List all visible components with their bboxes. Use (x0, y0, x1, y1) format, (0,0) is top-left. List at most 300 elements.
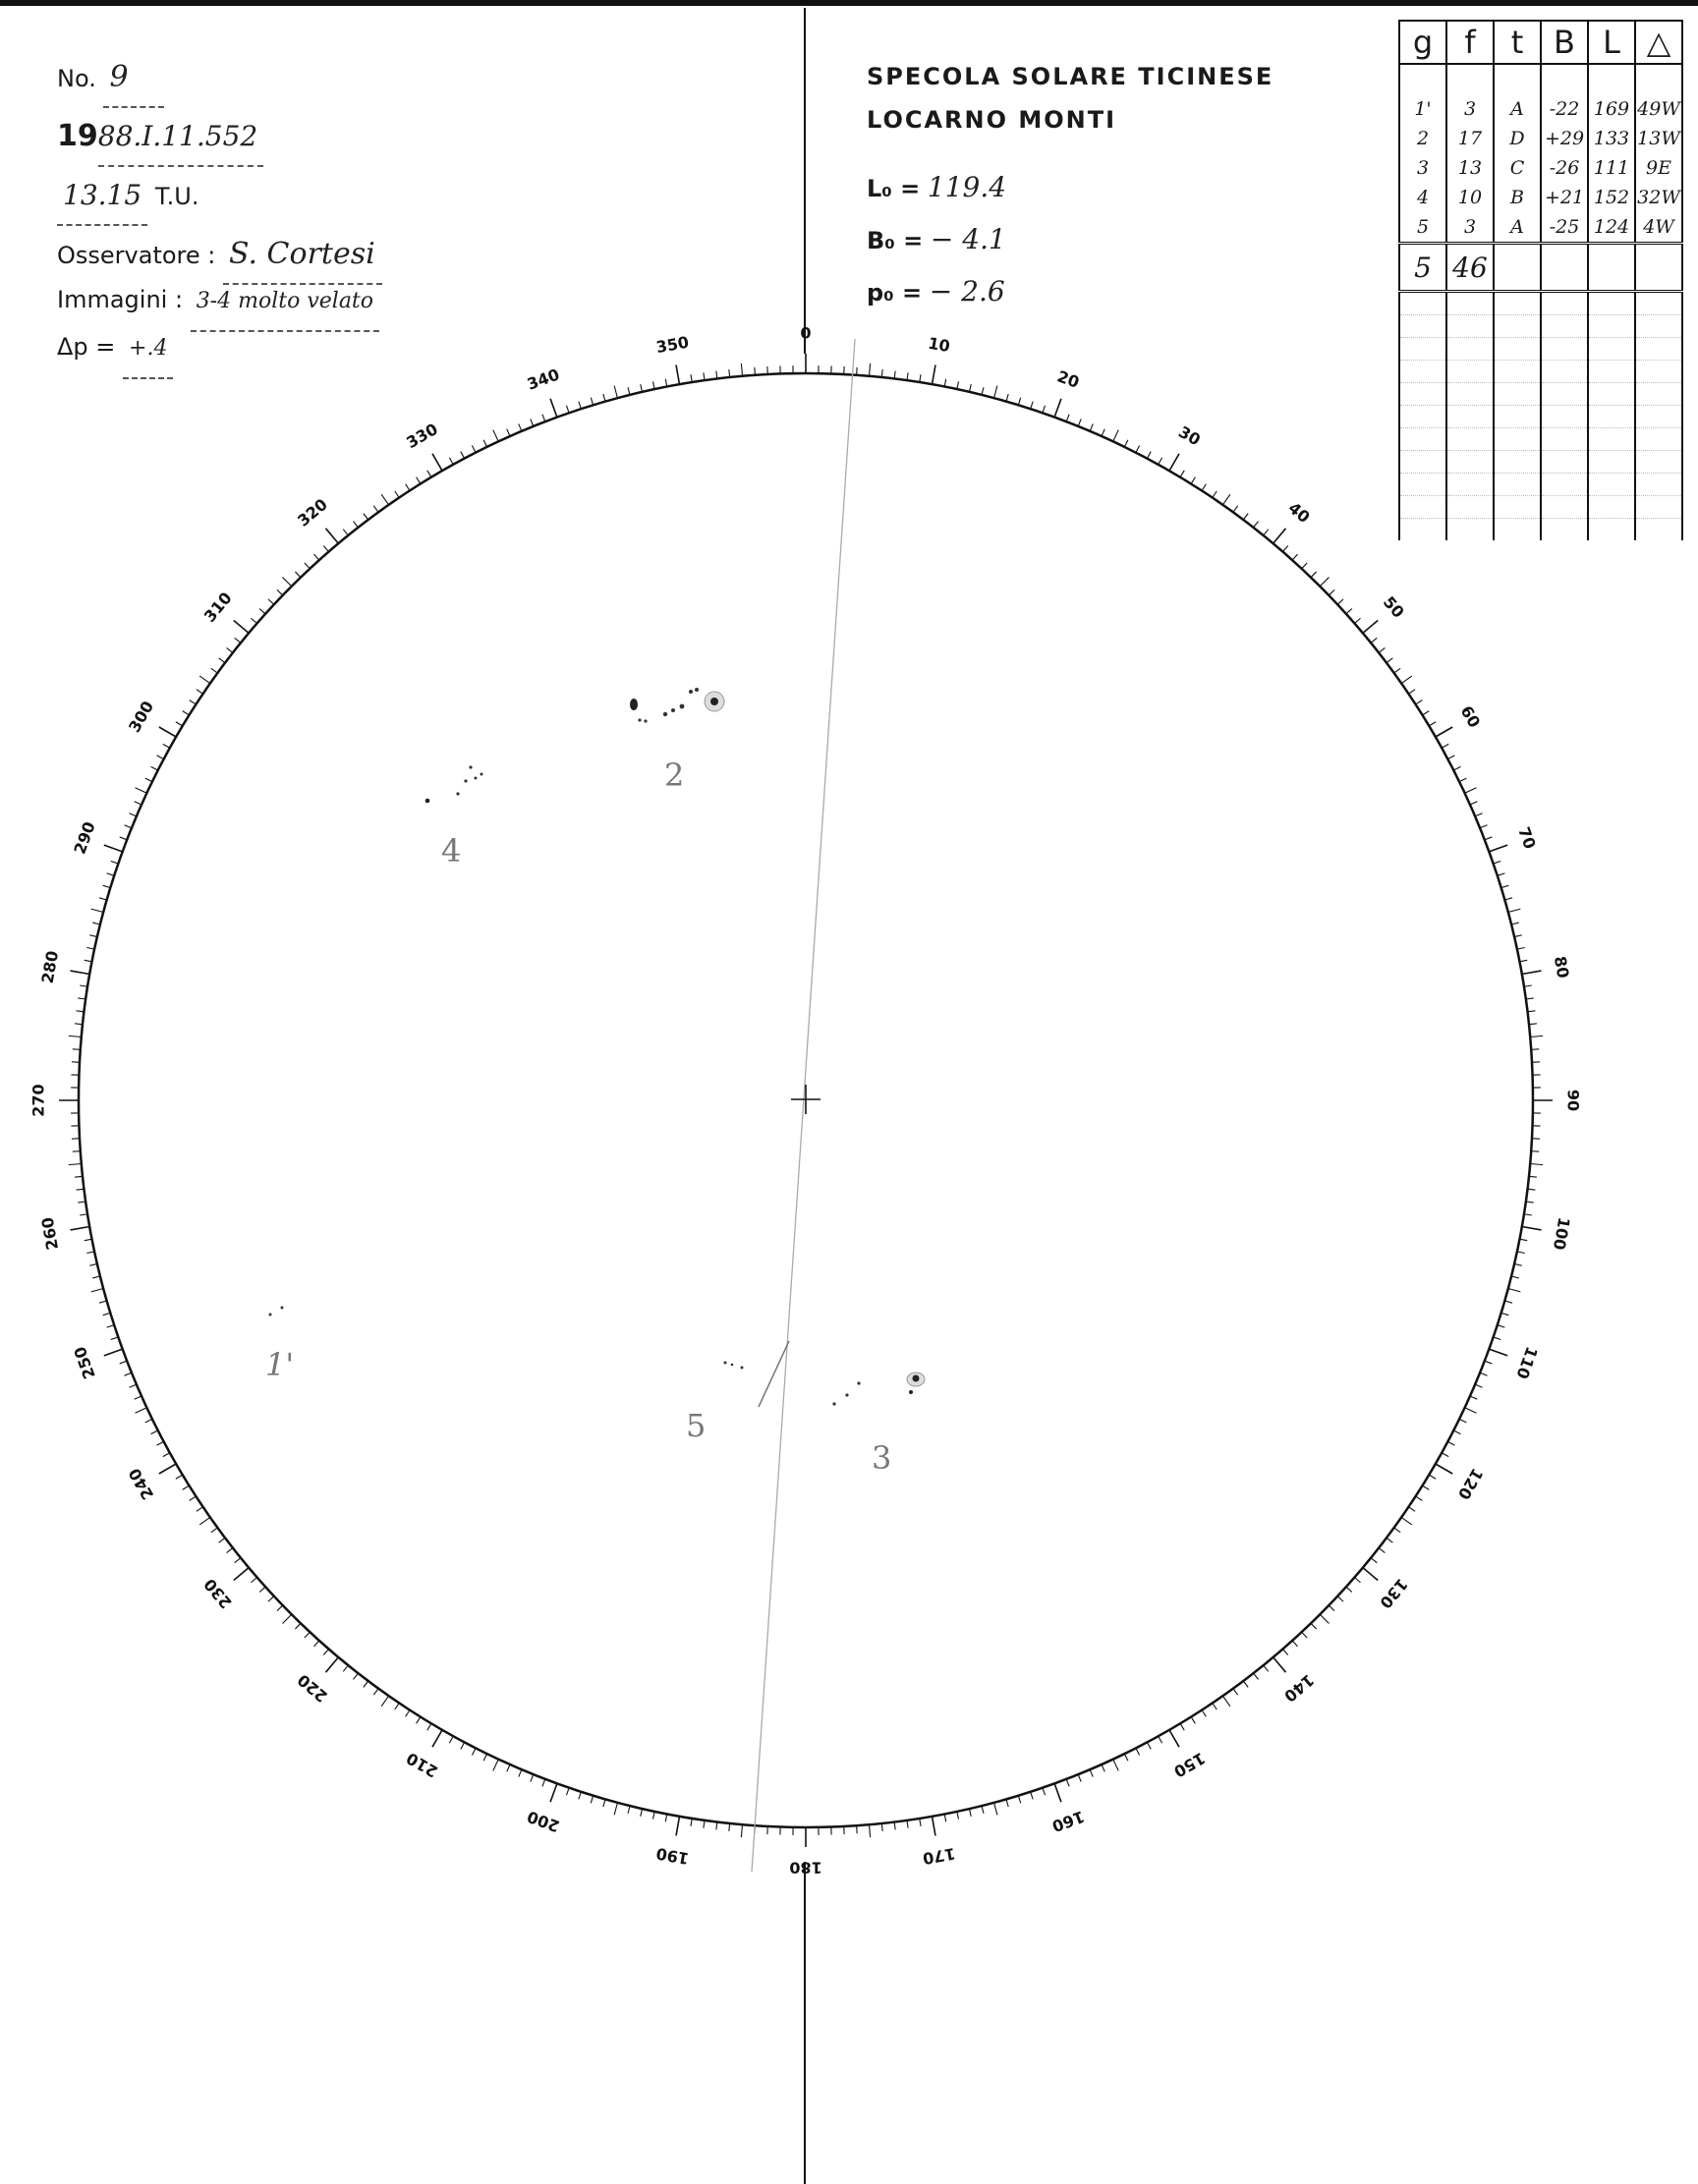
P0-value: − 2.6 (929, 275, 1005, 308)
scale-tick (104, 845, 123, 852)
cell-B: -22 (1541, 94, 1588, 124)
group-label-2: 2 (664, 756, 685, 794)
scale-tick (1292, 554, 1297, 560)
scale-tick (944, 1814, 946, 1821)
time-value: 13.15 (57, 167, 147, 226)
equator-marker-line (759, 1341, 789, 1407)
scale-tick (1423, 711, 1430, 715)
scale-tick (461, 452, 465, 459)
scale-label: 30 (1175, 421, 1204, 450)
scale-tick (1233, 1689, 1238, 1695)
scale-tick (1524, 1214, 1532, 1215)
number-value: 9 (103, 49, 164, 108)
date-value: 88.I.11.552 (98, 108, 263, 167)
scale-tick (1480, 825, 1487, 828)
scale-tick (1498, 873, 1505, 875)
scale-tick (1191, 477, 1195, 484)
scale-tick (80, 985, 87, 986)
scale-tick (1401, 676, 1412, 683)
scale-tick (104, 1349, 123, 1356)
scale-tick (432, 454, 442, 471)
scale-tick (1423, 1485, 1430, 1489)
scale-tick (628, 387, 630, 395)
scale-label: 250 (70, 1344, 99, 1382)
scale-tick (676, 365, 679, 385)
cell-f: 13 (1446, 153, 1494, 183)
scale-tick (183, 711, 190, 715)
scale-tick (92, 923, 100, 924)
scale-tick (111, 1337, 119, 1340)
scale-tick (493, 1760, 498, 1771)
scale-tick (190, 700, 197, 704)
scale-tick (755, 367, 756, 375)
scale-tick (135, 1396, 142, 1399)
scale-tick (1124, 1754, 1128, 1761)
sunspot (644, 719, 647, 722)
scale-tick (1264, 530, 1269, 535)
scale-tick (157, 756, 164, 759)
scale-tick (1311, 572, 1317, 578)
scale-tick (234, 620, 249, 633)
sunspot (663, 712, 667, 716)
scale-tick (1113, 1760, 1118, 1771)
sunspot (671, 708, 675, 712)
scale-tick (1113, 430, 1118, 442)
observatory-name: SPECOLA SOLARE TICINESE (867, 63, 1274, 90)
scale-tick (907, 1820, 908, 1828)
scale-tick (1222, 494, 1229, 505)
scale-tick (969, 1809, 971, 1817)
cell-delta: 4W (1635, 212, 1682, 244)
scale-tick (1494, 861, 1501, 864)
scale-tick (982, 1806, 984, 1814)
sunspot (695, 688, 699, 692)
scale-tick (183, 1485, 190, 1489)
scale-tick (1191, 1717, 1195, 1724)
scale-label: 220 (294, 1670, 331, 1707)
scale-tick (1320, 1614, 1329, 1623)
scale-tick (957, 1812, 959, 1820)
scale-tick (313, 554, 318, 560)
scale-tick (1202, 1710, 1206, 1717)
scale-tick (129, 813, 136, 816)
scale-tick (129, 1384, 136, 1387)
scale-tick (73, 1151, 81, 1152)
group-label-4: 4 (441, 832, 462, 869)
scale-tick (85, 1239, 92, 1241)
scale-tick (944, 379, 946, 387)
header-B: B (1541, 21, 1588, 64)
cell-f: 17 (1446, 124, 1494, 153)
scale-tick (1511, 923, 1519, 924)
scale-tick (1264, 1665, 1269, 1671)
scale-tick (1159, 1736, 1162, 1743)
scale-tick (1394, 668, 1400, 673)
scale-tick (107, 1325, 115, 1327)
scale-tick (591, 398, 593, 406)
scale-tick (1501, 1313, 1509, 1315)
scale-tick (1498, 1325, 1505, 1327)
scale-tick (283, 578, 292, 587)
scale-tick (1504, 1301, 1512, 1303)
scale-tick (406, 484, 410, 491)
scale-tick (566, 406, 569, 414)
sunspot-group-5 (724, 1362, 744, 1370)
scale-tick (676, 1817, 679, 1836)
scale-tick (1459, 778, 1466, 782)
scale-tick (1480, 1372, 1487, 1375)
scale-tick (614, 1803, 617, 1816)
scale-tick (432, 1730, 442, 1747)
scale-tick (869, 1824, 870, 1837)
scale-tick (77, 1189, 85, 1190)
scale-tick (1006, 394, 1008, 402)
scale-tick (234, 1568, 249, 1581)
scale-label: 340 (524, 364, 562, 394)
scale-tick (704, 372, 705, 380)
cell-L: 133 (1588, 124, 1635, 153)
scale-tick (197, 1507, 203, 1511)
scale-tick (1436, 727, 1452, 737)
scale-tick (406, 1710, 410, 1717)
scale-tick (1078, 1774, 1081, 1781)
scale-tick (313, 1641, 318, 1647)
scale-tick (894, 1821, 895, 1829)
scale-tick (1337, 1596, 1343, 1601)
scale-tick (1387, 1538, 1392, 1542)
scale-tick (427, 1723, 431, 1730)
scale-tick (373, 506, 378, 512)
scale-tick (531, 419, 534, 425)
scale-tick (343, 1665, 348, 1671)
scale-tick (305, 563, 310, 569)
scale-tick (91, 909, 104, 912)
sunspot (832, 1402, 835, 1405)
scale-tick (259, 608, 265, 613)
scale-tick (1429, 1475, 1436, 1479)
scale-label: 50 (1379, 592, 1408, 622)
scale-tick (1459, 1419, 1466, 1423)
scale-tick (1222, 1696, 1229, 1707)
scale-tick (1442, 744, 1448, 748)
scale-tick (159, 1464, 176, 1474)
scale-tick (151, 1430, 158, 1434)
scale-tick (483, 1754, 487, 1761)
scale-tick (579, 402, 581, 410)
scale-tick (151, 766, 158, 770)
scale-label: 120 (1453, 1465, 1487, 1503)
cell-f: 10 (1446, 183, 1494, 212)
scale-tick (103, 885, 111, 887)
scale-tick (1475, 1384, 1482, 1387)
scale-tick (1371, 1558, 1377, 1563)
scale-label: 310 (199, 588, 236, 626)
scale-tick (1508, 909, 1521, 912)
scale-tick (1354, 618, 1360, 623)
scale-tick (1254, 522, 1259, 528)
sunspot (731, 1364, 734, 1367)
scale-tick (163, 744, 170, 748)
cell-f: 3 (1446, 212, 1494, 244)
scale-tick (111, 861, 119, 864)
scale-tick (957, 381, 959, 389)
scale-tick (325, 529, 338, 543)
scale-tick (1054, 1783, 1061, 1802)
total-groups: 5 (1399, 244, 1446, 292)
scale-tick (1387, 658, 1392, 663)
scale-tick (1508, 1289, 1521, 1292)
scale-tick (1180, 471, 1184, 477)
scale-tick (1416, 1496, 1423, 1500)
scale-tick (1354, 1577, 1360, 1582)
scale-tick (71, 971, 90, 974)
scale-tick (1102, 429, 1104, 436)
scale-tick (1519, 1239, 1527, 1241)
sunspot (281, 1307, 284, 1310)
sunspot (909, 1390, 913, 1394)
scale-tick (1524, 985, 1532, 986)
scale-tick (159, 727, 176, 737)
scale-tick (1233, 506, 1238, 512)
B0-label: B₀ = (867, 227, 924, 254)
scale-tick (381, 1696, 388, 1707)
scale-tick (550, 1783, 557, 1802)
scale-tick (219, 1538, 225, 1542)
scale-label: 180 (789, 1858, 822, 1877)
scale-tick (1302, 563, 1307, 569)
scale-tick (1282, 545, 1287, 551)
scale-tick (1470, 802, 1477, 805)
scale-tick (932, 365, 934, 385)
scale-tick (1006, 1799, 1008, 1807)
scale-tick (881, 369, 882, 377)
scale-tick (103, 1313, 111, 1315)
scale-tick (483, 440, 487, 447)
cell-L: 124 (1588, 212, 1635, 244)
scale-tick (325, 1657, 338, 1672)
scale-tick (1136, 1748, 1140, 1755)
scale-tick (716, 1821, 717, 1829)
sunspot-umbra (710, 698, 718, 705)
scale-tick (1531, 1151, 1539, 1152)
scale-tick (1054, 399, 1061, 418)
scale-tick (1379, 647, 1385, 652)
observatory-location: LOCARNO MONTI (867, 106, 1117, 134)
L0-value: 119.4 (927, 171, 1007, 203)
scale-tick (1485, 837, 1492, 840)
scale-tick (550, 399, 557, 418)
scale-tick (1346, 608, 1352, 613)
sunspot-group-2 (630, 688, 724, 723)
total-spots: 46 (1446, 244, 1494, 292)
scale-tick (89, 935, 97, 937)
cell-g: 3 (1399, 153, 1446, 183)
scale-tick (283, 1614, 292, 1623)
scale-label: 60 (1456, 702, 1485, 731)
scale-tick (519, 1769, 522, 1776)
images-label: Immagini : (57, 286, 184, 313)
scale-tick (1522, 1226, 1542, 1229)
cell-L: 111 (1588, 153, 1635, 183)
cell-t: B (1494, 183, 1541, 212)
scale-tick (1489, 845, 1507, 852)
scale-tick (1453, 766, 1460, 770)
scale-label: 70 (1514, 824, 1540, 852)
scale-tick (1442, 1453, 1448, 1457)
scale-tick (1408, 690, 1415, 694)
scale-tick (364, 1681, 368, 1687)
cell-f: 3 (1446, 94, 1494, 124)
delta-p-value: +.4 (123, 320, 173, 379)
scale-tick (652, 1812, 654, 1820)
scale-tick (323, 1649, 328, 1654)
sunspot (425, 799, 430, 804)
scale-tick (1453, 1430, 1460, 1434)
scale-tick (1136, 446, 1140, 453)
date-prefix: 19 (57, 119, 98, 153)
images-value: 3-4 molto velato (191, 273, 379, 332)
scale-tick (120, 1361, 127, 1364)
scale-tick (542, 415, 545, 421)
header-L: L (1588, 21, 1635, 64)
observer-value: S. Cortesi (223, 226, 382, 285)
cell-delta: 32W (1635, 183, 1682, 212)
scale-tick (1514, 935, 1522, 937)
scale-tick (493, 430, 498, 442)
scale-tick (1043, 1788, 1046, 1796)
scale-tick (71, 1226, 90, 1229)
group-number-labels (265, 756, 891, 1477)
scale-label: 170 (921, 1843, 957, 1869)
scale-tick (77, 1011, 85, 1012)
scale-tick (176, 722, 183, 726)
scale-tick (641, 384, 643, 392)
scale-tick (395, 491, 399, 498)
scale-tick (1519, 960, 1527, 962)
scale-label: 350 (654, 332, 691, 358)
scale-tick (1043, 406, 1046, 414)
scale-tick (323, 545, 328, 551)
scale-tick (1311, 1623, 1317, 1629)
scale-tick (99, 1301, 107, 1303)
sunspot (638, 718, 641, 721)
scale-tick (197, 690, 203, 694)
scale-tick (211, 668, 217, 673)
scale-tick (857, 1825, 858, 1833)
scale-tick (1031, 402, 1033, 410)
scale-label: 160 (1049, 1807, 1088, 1836)
cell-B: +21 (1541, 183, 1588, 212)
solar-axis-line (752, 339, 855, 1872)
group-label-5: 5 (686, 1407, 707, 1444)
scale-tick (1329, 589, 1334, 595)
scale-tick (1514, 1263, 1522, 1265)
scale-tick (994, 386, 997, 399)
scale-tick (1465, 1408, 1477, 1413)
scale-tick (1169, 454, 1179, 471)
scale-tick (91, 1289, 104, 1292)
scale-tick (120, 837, 127, 840)
scale-tick (277, 589, 283, 595)
sunspot (469, 765, 472, 768)
scale-tick (1517, 947, 1525, 949)
sunspot (630, 699, 638, 710)
scale-tick (1147, 452, 1151, 459)
scale-label: 270 (28, 1084, 48, 1117)
cell-L: 152 (1588, 183, 1635, 212)
scale-label: 200 (524, 1807, 562, 1836)
scale-tick (1320, 578, 1329, 587)
scale-tick (472, 1748, 476, 1755)
scale-tick (1465, 788, 1477, 793)
scale-tick (136, 788, 147, 793)
scale-tick (277, 1605, 283, 1611)
scale-tick (219, 658, 225, 663)
scale-tick (1078, 419, 1081, 425)
scale-tick (373, 1689, 378, 1695)
cell-B: -25 (1541, 212, 1588, 244)
scale-label: 10 (927, 333, 952, 357)
cell-B: +29 (1541, 124, 1588, 153)
header-delta: △ (1635, 21, 1682, 64)
scale-tick (1526, 1202, 1534, 1203)
cell-g: 5 (1399, 212, 1446, 244)
scale-tick (268, 1596, 274, 1601)
scale-tick (1529, 1176, 1537, 1177)
scale-tick (449, 1736, 453, 1743)
scale-tick (381, 494, 388, 505)
sunspot (269, 1314, 272, 1316)
sunspot-group-1 (269, 1307, 284, 1316)
scale-tick (591, 1796, 593, 1804)
scale-tick (1401, 1517, 1412, 1524)
scale-tick (1274, 529, 1286, 543)
scale-tick (1243, 514, 1248, 520)
scale-tick (1531, 1049, 1539, 1050)
scale-tick (1282, 1649, 1287, 1654)
scale-tick (1429, 722, 1436, 726)
sunspot (481, 773, 483, 776)
scale-label: 0 (800, 323, 812, 343)
scale-label: 230 (199, 1575, 236, 1612)
sunspot (741, 1367, 744, 1370)
cell-t: A (1494, 94, 1541, 124)
scale-tick (190, 1496, 197, 1500)
scale-label: 40 (1284, 498, 1314, 528)
scale-tick (305, 1632, 310, 1638)
scale-tick (1504, 898, 1512, 900)
scale-label: 140 (1280, 1670, 1318, 1707)
scale-tick (1517, 1252, 1525, 1254)
scale-tick (364, 514, 368, 520)
scale-tick (1529, 1024, 1537, 1025)
cell-t: C (1494, 153, 1541, 183)
cell-t: D (1494, 124, 1541, 153)
scale-tick (1159, 458, 1162, 465)
scale-tick (1018, 398, 1020, 406)
scale-tick (1274, 1657, 1286, 1672)
scale-tick (124, 825, 131, 828)
scale-tick (251, 618, 256, 623)
scale-tick (461, 1742, 465, 1749)
scale-tick (1346, 1587, 1352, 1592)
sunspot-group-4 (425, 765, 483, 803)
scale-tick (1329, 1605, 1334, 1611)
sunspot (857, 1381, 860, 1384)
number-label: No. (57, 65, 96, 92)
scale-tick (691, 1819, 692, 1826)
P0-label: p₀ = (867, 279, 923, 307)
